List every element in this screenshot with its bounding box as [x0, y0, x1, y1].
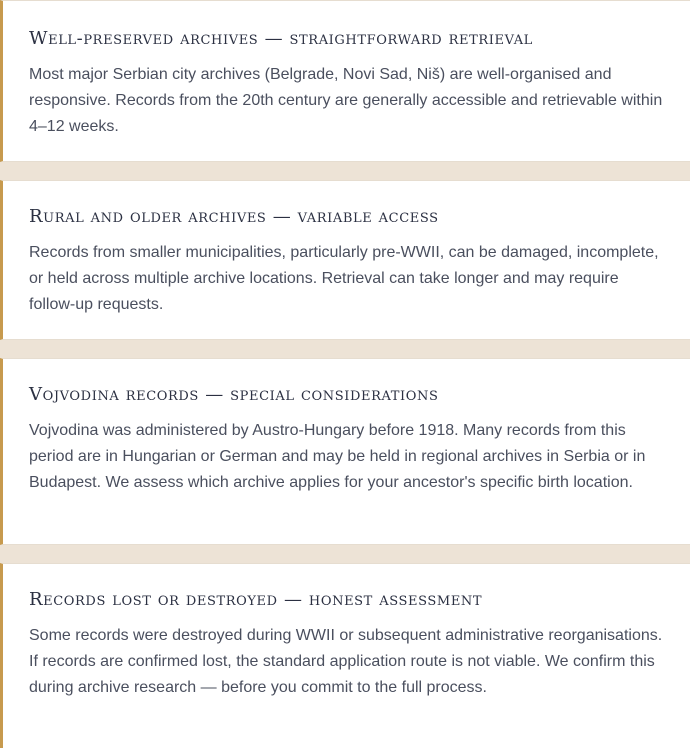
card-description: Most major Serbian city archives (Belgrade, Novi Sad, Niš) are well-organised and responsive. Records from the 20th century are generally accessible and retrievable within 4–12 weeks.: [29, 66, 663, 135]
card-title: Rural and older archives — variable access: [29, 206, 439, 227]
card-description: Some records were destroyed during WWII or subsequent administrative reorganisations. If records are confirmed lost, the standard application route is not viable. We confirm this during archive research — before you commit to the full process.: [29, 627, 663, 696]
card-title: Vojvodina records — special considerations: [29, 384, 439, 405]
card-description: Vojvodina was administered by Austro-Hungary before 1918. Many records from this period are in Hungarian or German and may be held in regional archives in Serbia or in Budapest. We assess which archive applies for your ancestor's specific birth location.: [29, 422, 646, 491]
card-title: Well-preserved archives — straightforward retrieval: [29, 28, 533, 49]
archive-card-well-preserved: [0, 0, 690, 162]
archive-card-rural-older: [0, 180, 690, 340]
card-description: Records from smaller municipalities, particularly pre-WWII, can be damaged, incomplete, or held across multiple archive locations. Retrieval can take longer and may require follow-up requests.: [29, 244, 659, 313]
archive-card-records-lost: [0, 563, 690, 748]
card-title: Records lost or destroyed — honest assessment: [29, 589, 483, 610]
archive-card-vojvodina: [0, 358, 690, 545]
